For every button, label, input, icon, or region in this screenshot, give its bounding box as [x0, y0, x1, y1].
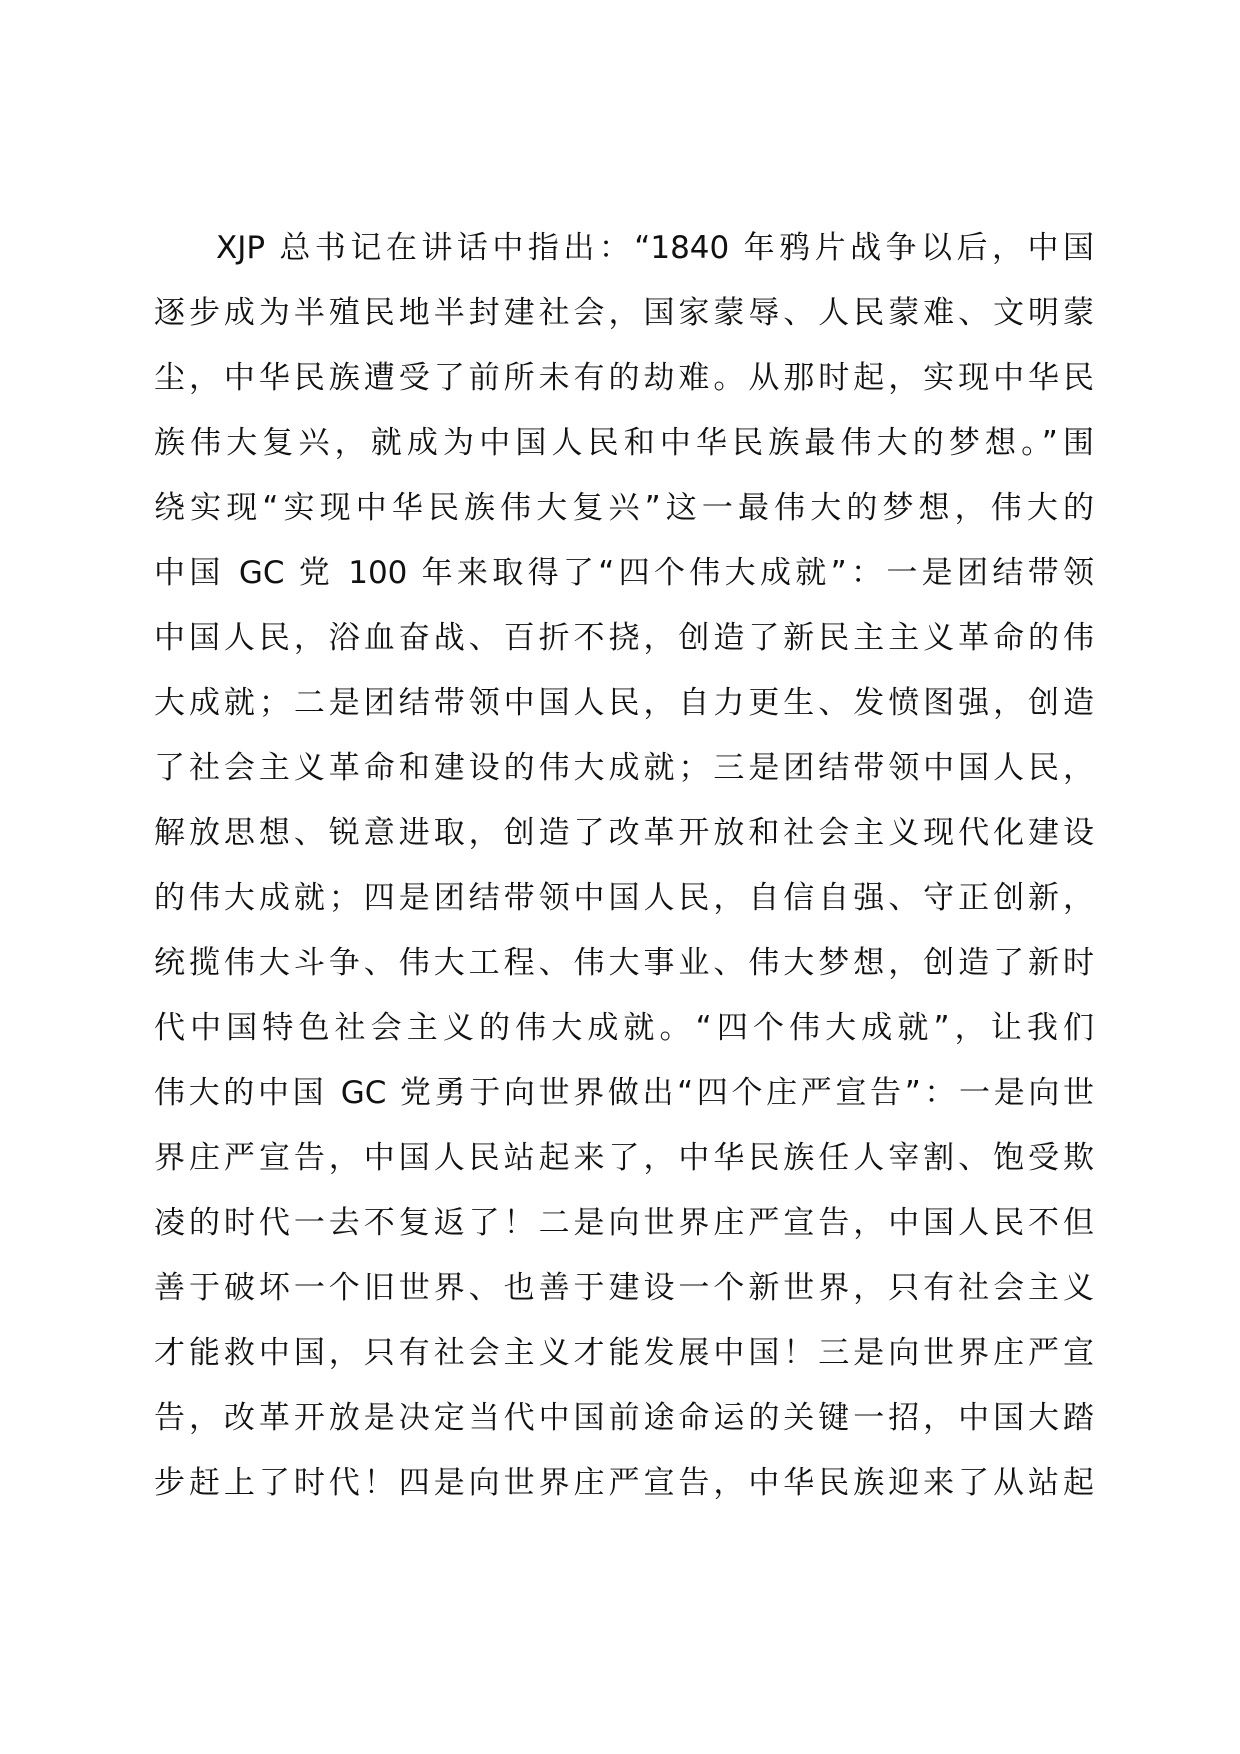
- paragraph-line: 解放思想、锐意进取，创造了改革开放和社会主义现代化建设: [154, 815, 1094, 851]
- paragraph-line: XJP 总书记在讲话中指出：“1840 年鸦片战争以后，中国: [216, 230, 1094, 266]
- paragraph-line: 代中国特色社会主义的伟大成就。“四个伟大成就”，让我们: [154, 1010, 1094, 1046]
- paragraph-line: 中国 GC 党 100 年来取得了“四个伟大成就”：一是团结带领: [154, 555, 1094, 591]
- paragraph-line: 凌的时代一去不复返了！二是向世界庄严宣告，中国人民不但: [154, 1205, 1094, 1241]
- paragraph-line: 中国人民，浴血奋战、百折不挠，创造了新民主主义革命的伟: [154, 620, 1094, 656]
- paragraph-line: 步赶上了时代！四是向世界庄严宣告，中华民族迎来了从站起: [154, 1465, 1094, 1501]
- paragraph-line: 族伟大复兴，就成为中国人民和中华民族最伟大的梦想。”围: [154, 425, 1094, 461]
- paragraph-line: 告，改革开放是决定当代中国前途命运的关键一招，中国大踏: [154, 1400, 1094, 1436]
- paragraph-line: 界庄严宣告，中国人民站起来了，中华民族任人宰割、饱受欺: [154, 1140, 1094, 1176]
- paragraph-line: 大成就；二是团结带领中国人民，自力更生、发愤图强，创造: [154, 685, 1094, 721]
- body-paragraph: [154, 216, 1094, 1516]
- paragraph-line: 的伟大成就；四是团结带领中国人民，自信自强、守正创新，: [154, 880, 1094, 916]
- paragraph-line: 善于破坏一个旧世界、也善于建设一个新世界，只有社会主义: [154, 1270, 1094, 1306]
- paragraph-line: 尘，中华民族遭受了前所未有的劫难。从那时起，实现中华民: [154, 360, 1094, 396]
- paragraph-line: 逐步成为半殖民地半封建社会，国家蒙辱、人民蒙难、文明蒙: [154, 295, 1094, 331]
- paragraph-line: 伟大的中国 GC 党勇于向世界做出“四个庄严宣告”：一是向世: [154, 1075, 1094, 1111]
- paragraph-line: 绕实现“实现中华民族伟大复兴”这一最伟大的梦想，伟大的: [154, 490, 1094, 526]
- paragraph-line: 才能救中国，只有社会主义才能发展中国！三是向世界庄严宣: [154, 1335, 1094, 1371]
- paragraph-line: 了社会主义革命和建设的伟大成就；三是团结带领中国人民，: [154, 750, 1094, 786]
- paragraph-line: 统揽伟大斗争、伟大工程、伟大事业、伟大梦想，创造了新时: [154, 945, 1094, 981]
